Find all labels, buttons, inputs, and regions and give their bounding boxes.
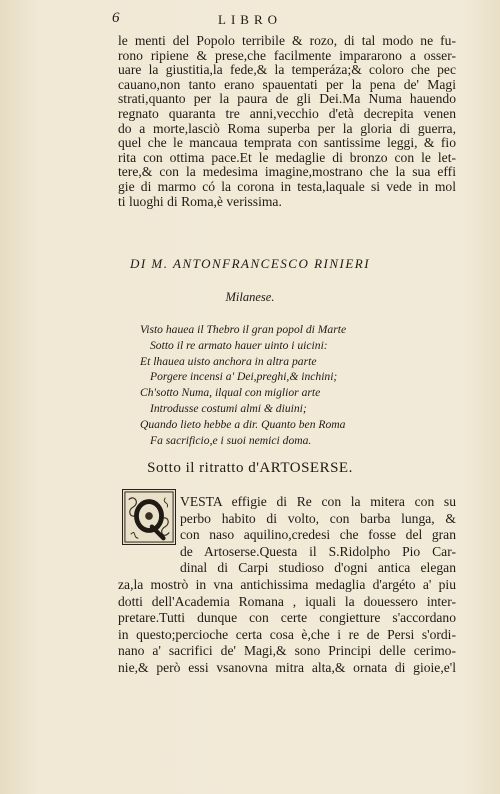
poem-line: Introdusse costumi almi & diuini; — [150, 401, 307, 415]
text-line: tere,& con la medesima imagine,mostrano che la sua effi — [118, 164, 456, 180]
poem-line: Ch'sotto Numa, ilqual con miglior arte — [140, 386, 321, 400]
text-line: dotti dell'Academia Romana , iquali la douessero inter- — [118, 593, 456, 609]
poem-line: Quando lieto hebbe a dir. Quanto ben Roma — [140, 417, 346, 431]
text-line: regnato quaranta tre anni,vecchio d'età decrepita venen — [118, 105, 456, 121]
text-line: de Artoserse.Questa il S.Ridolpho Pio Car- — [180, 543, 456, 559]
text-line: nie,& però essi vsanovna mitra alta,& ornata di gioie,e'l — [118, 659, 456, 675]
prose-bottom — [118, 494, 456, 677]
portrait-heading: Sotto il ritratto d'ARTOSERSE. — [147, 460, 353, 476]
author-place: Milanese. — [225, 290, 275, 304]
author-heading: DI M. ANTONFRANCESCO RINIERI — [129, 256, 371, 271]
text-line: nano a' sacrifici de' Magi,& sono Principi delle cerimo- — [118, 643, 456, 659]
text-line: do a morte,lasciò Roma superba per la gloria di guerra, — [118, 120, 456, 136]
text-line: perbo habito di volto, con barba lunga, & — [180, 510, 456, 526]
poem-line: Fa sacrificio,e i suoi nemici doma. — [150, 433, 312, 447]
text-line: za,la mostrò in vna antichissima medaglia d'argéto a' piu — [118, 576, 456, 592]
running-head: LIBRO — [218, 12, 282, 27]
text-line: le menti del Popolo terribile & rozo, di tal modo ne fu- — [118, 33, 456, 48]
text-line: rono ripiene & prese,che facilmente impararono a osser- — [118, 47, 456, 63]
poem-line: Sotto il re armato hauer uinto i uicini: — [150, 338, 328, 352]
text-line: gie di marmo có la corona in testa,laquale si vede in mol — [118, 178, 456, 194]
text-line: strati,quanto per la paura de gli Dei.Ma Numa hauendo — [118, 91, 456, 107]
page-number: 6 — [112, 10, 120, 26]
text-line: pretare.Tutti dunque con certe congietture s'accordano — [118, 610, 456, 626]
text-line: ti luoghi di Roma,è verissima. — [118, 193, 282, 209]
poem-line: Visto hauea il Thebro il gran popol di Marte — [140, 323, 347, 336]
poem-line: Et lhauea uisto anchora in altra parte — [140, 354, 317, 368]
poem-line: Porgere incensi a' Dei,preghi,& inchini; — [150, 370, 338, 384]
prose-top — [118, 34, 456, 209]
text-line: VESTA effigie di Re con la mitera con su — [180, 494, 456, 509]
poem — [140, 322, 400, 448]
text-line: con naso aquilino,credesi che fosse del gran — [180, 527, 456, 543]
text-line: uare la giustitia,la fede,& la temperáza;& coloro che pec — [118, 62, 456, 78]
text-line: dinal di Carpi studioso d'ogni antica elegan — [180, 560, 456, 576]
text-line: quel che le mancaua temprata con santissime leggi, & fio — [118, 135, 456, 151]
text-line: rita con ottima pace.Et le medaglie di bronzo con le let- — [118, 149, 456, 165]
text-line: in questo;percioche certa cosa è,che i re de Persi s'ordi- — [118, 626, 456, 642]
text-line: cauano,non tanto erano spauentati per la pena de' Magi — [118, 76, 456, 92]
